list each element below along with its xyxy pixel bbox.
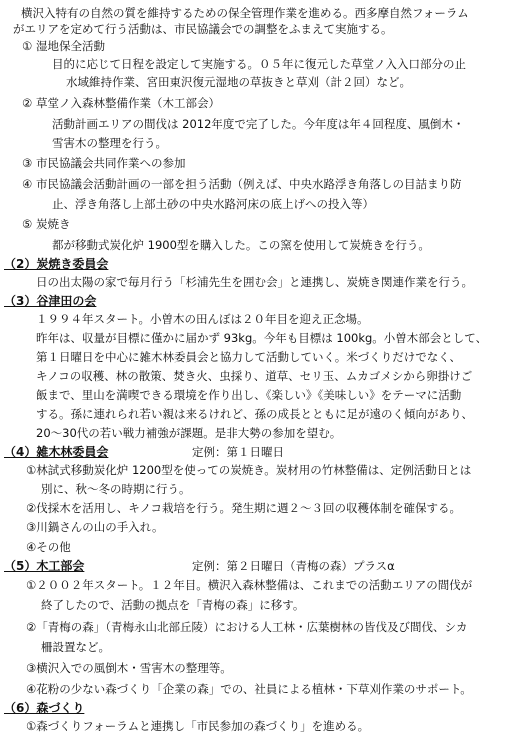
s4-item-1-line-1: ①林試式移動炭化炉 1200型を使っての炭焼き。炭材用の竹林整備は、定例活動日とは [26,463,472,477]
s1-item-1-body-1: 目的に応じて日程を設定して実施する。０５年に復元した草堂ノ入入口部分の止 [52,57,466,71]
s1-item-1 [22,39,105,54]
section-4-schedule: 定例：第１日曜日 [192,445,284,459]
s3-body-4: キノコの収穫、林の散策、焚き火、虫採り、道草、セリ玉、ムカゴメシから卵掛けご [36,369,473,383]
s1-item-5-title: 炭焼き [35,217,71,231]
s1-item-2-body-1: 活動計画エリアの間伐は 2012年度で完了した。今年度は年４回程度、風倒木・ [52,117,465,131]
s1-item-5-mark: ⑤ [22,217,33,231]
s1-item-5 [22,217,70,232]
s1-item-3-title: 市民協議会共同作業への参加 [35,156,186,170]
s1-item-1-mark: ① [22,39,33,53]
section-3-heading: （3）谷津田の会 [4,294,97,308]
s5-item-1-line-1: ①２００２年スタート。１２年目。横沢入森林整備は、これまでの活動エリアの間伐が [26,578,473,592]
s3-body-3: 第１日曜日を中心に雑木林委員会と協力して活動していく。米づくりだけでなく、 [36,350,462,364]
s1-item-3-mark: ③ [22,156,33,170]
s1-item-2-body-2: 雪害木の整理を行う。 [52,136,167,150]
s3-body-7: 20～30代の若い戦力補強が課題。是非大勢の参加を望む。 [36,426,342,440]
s5-item-1-line-2: 終了したので、活動の拠点を「青梅の森」に移す。 [41,598,305,612]
s1-item-2-title: 草堂ノ入森林整備作業（木工部会） [35,96,220,110]
intro-line-2: がエリアを定めて行う活動は、市民協議会での調整をふまえて実施する。 [13,22,393,36]
intro-line-1: 横沢入特有の自然の質を維持するための保全管理作業を進める。西多摩自然フォーラム [21,6,469,20]
section-5-heading: （5）木工部会 [4,559,85,573]
s5-item-4: ④花粉の少ない森づくり「企業の森」での、社員による植林・下草刈作業のサポート。 [26,682,472,696]
section-4-heading: （4）雑木林委員会 [4,445,109,459]
s1-item-1-title: 湿地保全活動 [35,39,105,53]
s4-item-3: ③川鍋さんの山の手入れ。 [26,520,164,534]
s1-item-4 [22,177,461,192]
section-6-heading: （6）森づくり [4,701,85,715]
section-5-schedule: 定例：第２日曜日（青梅の森）プラスα [192,559,395,573]
s3-body-1: １９９４年スタート。小曽木の田んぼは２０年目を迎え正念場。 [36,312,369,326]
section-2-heading: （2）炭焼き委員会 [4,257,109,271]
s4-item-2: ②伐採木を活用し、キノコ栽培を行う。発生期に週２～３回の収穫体制を確保する。 [26,501,462,515]
s3-body-6: する。孫に連れられ若い親は来るけれど、孫の成長とともに足が遠のく傾向があり、 [36,407,473,421]
s3-body-2: 昨年は、収量が目標に僅かに届かず 93kg。今年も目標は 100kg。小曽木部会として、 [36,331,488,345]
s5-item-2-line-2: 柵設置など。 [41,640,110,654]
s1-item-5-body-1: 都が移動式炭化炉 1900型を購入した。この窯を使用して炭焼きを行う。 [52,238,430,252]
s3-body-5: 飯まで、里山を満喫できる環境を作り出し、《楽しい》《美味しい》をテーマに活動 [36,388,462,402]
s5-item-3: ③横沢入での風倒木・雪害木の整理等。 [26,661,232,675]
s1-item-4-mark: ④ [22,177,33,191]
s1-item-1-body-2: 水域維持作業、宮田東沢復元湿地の草抜きと草刈（計２回）など。 [66,75,411,89]
s4-item-1-line-2: 別に、秋～冬の時期に行う。 [41,482,191,496]
s1-item-4-body-1: 止、浮き角落し上部土砂の中央水路河床の底上げへの投入等） [52,197,374,211]
s1-item-4-title: 市民協議会活動計画の一部を担う活動（例えば、中央水路浮き角落しの目詰まり防 [35,177,462,191]
s1-item-3 [22,156,185,171]
s4-item-4: ④その他 [26,540,71,554]
s5-item-2-line-1: ②「青梅の森」（青梅永山北部丘陵）における人工林・広葉樹林の皆伐及び間伐、シカ [26,620,468,634]
s1-item-2 [22,96,220,111]
s1-item-2-mark: ② [22,96,33,110]
s2-body-1: 日の出太陽の家で毎月行う「杉浦先生を囲む会」と連携し、炭焼き関連作業を行う。 [36,275,473,289]
s6-item-1: ①森づくりフォーラムと連携し「市民参加の森づくり」を進める。 [26,719,370,733]
